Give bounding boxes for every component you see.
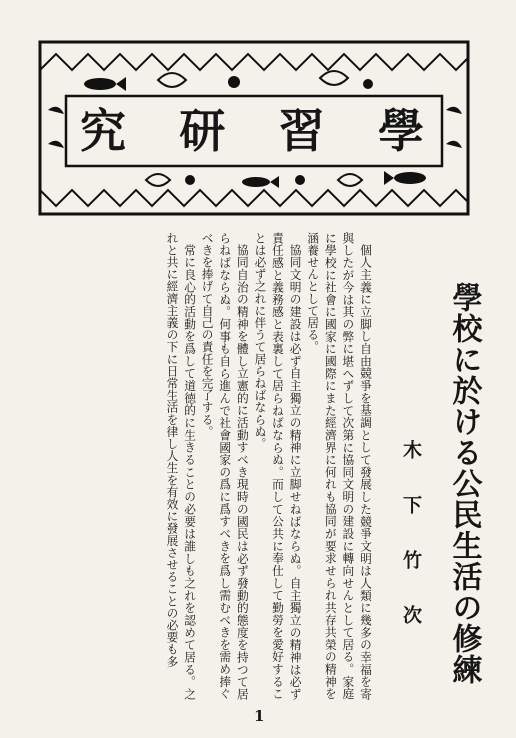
article-title: 學校に於ける公民生活の修練: [446, 282, 482, 685]
title-char: 究: [80, 104, 127, 158]
page-number: 1: [254, 707, 265, 725]
paragraph: 協同自治の精神を體し立憲的に活動すべき現時の國民は必ず發動的態度を持つて居らねばならぬ。何事も自ら進んで社會國家の爲に爲すべきを爲し需むべきを需め捧ぐべきを捧げて自己の責任を完了する。: [200, 232, 250, 700]
title-char: 學: [378, 104, 424, 158]
author-name: 木下竹次: [400, 440, 422, 660]
article-body: [14, 232, 374, 700]
title-char: 研: [179, 104, 226, 158]
paragraph: 常に良心的活動を爲して道徳的に生きることの必要は誰しも之れを認めて居る。之れと共に經濟主義の下に日常生活を律し人生を有效に發展させることの必要も多: [165, 232, 198, 700]
title-char: 習: [278, 104, 325, 158]
magazine-title: [66, 96, 438, 166]
paragraph: 個人主義に立脚し自由競爭を基調として發展した競爭文明は人類に幾多の幸福を寄與したが今は其の弊に堪へずして次第に協同文明の建設に轉向せんとして居る。家庭に學校に社會に國家に國際にまた經濟界に何れも協同が要求せられ共存共榮の精神を涵養せんとして居る。: [306, 232, 373, 700]
paragraph: 協同文明の建設は必ず自主獨立の精神に立脚せねばならぬ。自主獨立の精神は必ず責任感と義務感と表裏して居らねばならぬ。而して公共に奉仕して勤勞を愛好することは必ず之れに伴うて居らねばならぬ。: [253, 232, 303, 700]
